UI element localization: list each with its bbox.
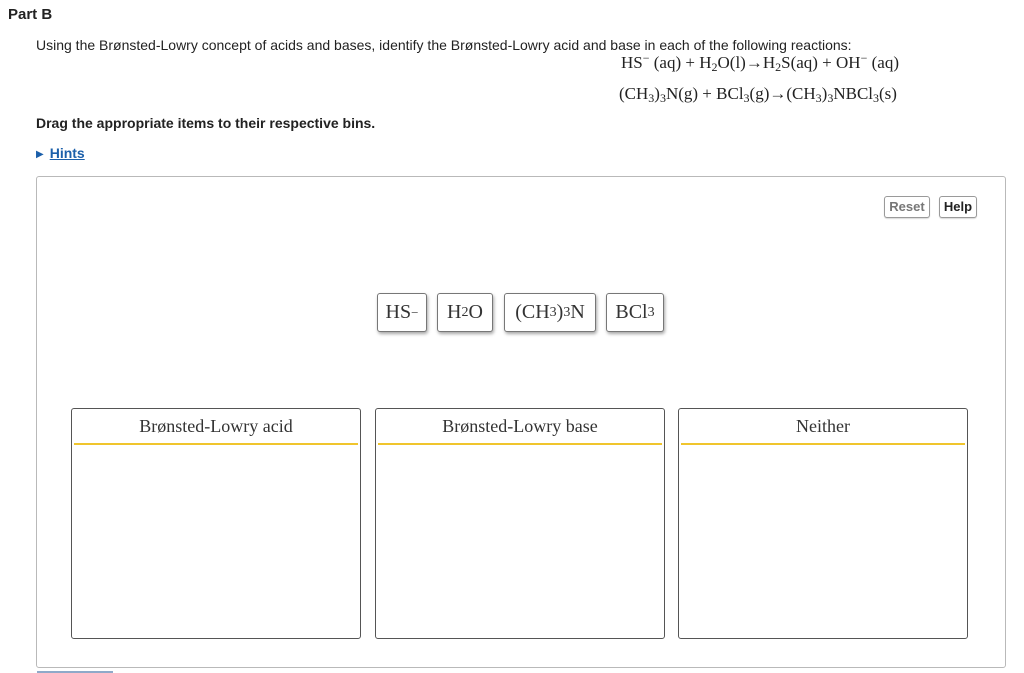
- instruction-text: Drag the appropriate items to their respective bins.: [36, 115, 376, 131]
- bin-header-neither: Neither: [681, 409, 965, 445]
- bin-header-base: Brønsted-Lowry base: [378, 409, 662, 445]
- draggable-item-trimethylamine[interactable]: (CH 3 ) 3 N: [504, 293, 596, 332]
- draggable-item-bcl3[interactable]: BCl 3: [606, 293, 664, 332]
- bin-header-acid: Brønsted-Lowry acid: [74, 409, 358, 445]
- help-button[interactable]: Help: [939, 196, 977, 218]
- hints-label: Hints: [49, 145, 85, 161]
- bin-bronsted-lowry-acid[interactable]: [71, 408, 361, 639]
- part-title: Part B: [8, 6, 53, 23]
- reaction-equation-1: HS− $(aq) + H_2O(l)\to H_2S(aq) + OH^-$ (aq): [621, 51, 899, 74]
- hints-link[interactable]: [36, 145, 85, 161]
- expand-triangle-icon: ▶: [36, 149, 44, 160]
- bin-neither[interactable]: [678, 408, 968, 639]
- draggable-item-h2o[interactable]: H 2 O: [437, 293, 493, 332]
- question-text: Using the Brønsted-Lowry concept of acids and bases, identify the Brønsted-Lowry acid and base in each of the following reactions:: [36, 37, 852, 53]
- reaction-equation-2: $(CH_3)_3N(g)$ + $BCl_3(g)\to(CH_3)_3NBCl_3(s)$: [619, 84, 897, 105]
- draggable-item-hs[interactable]: HS −: [377, 293, 427, 332]
- reset-button[interactable]: Reset: [884, 196, 930, 218]
- bin-bronsted-lowry-base[interactable]: [375, 408, 665, 639]
